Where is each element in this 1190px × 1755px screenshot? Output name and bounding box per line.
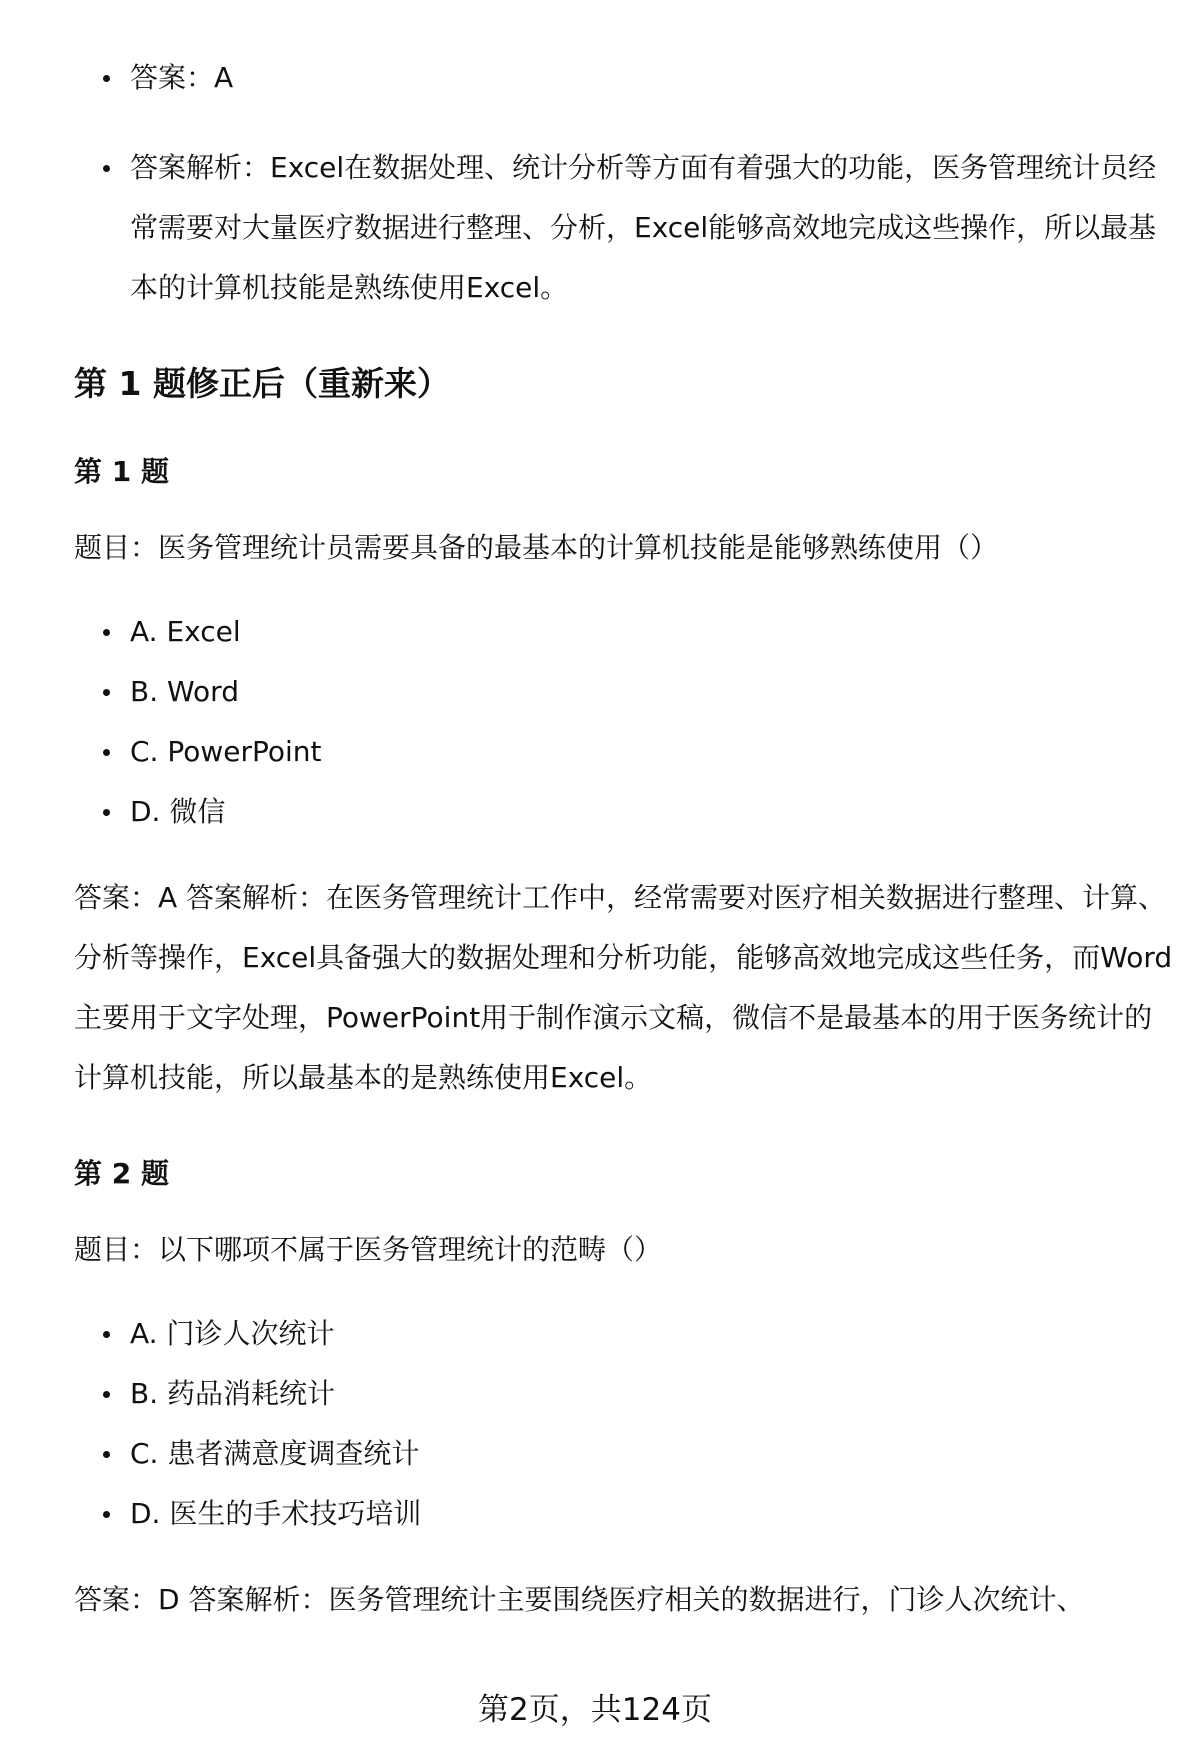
question-2-option-d: D. 医生的手术技巧培训 [74,1484,1174,1544]
question-1-option-c: C. PowerPoint [74,722,1174,782]
question-1-heading: 第 1 题 [74,455,169,488]
question-2-option-b: B. 药品消耗统计 [74,1364,1174,1424]
question-1-option-a: A. Excel [74,602,1174,662]
list-item-explanation: 答案解析：Excel在数据处理、统计分析等方面有着强大的功能，医务管理统计员经常需要对大量医疗数据进行整理、分析，Excel能够高效地完成这些操作，所以最基本的计算机技能是熟练使用Excel。 [74,138,1174,318]
question-2-option-a: A. 门诊人次统计 [74,1304,1174,1364]
question-1-stem: 题目：医务管理统计员需要具备的最基本的计算机技能是能够熟练使用（） [74,531,999,564]
question-1-answer: 答案：A 答案解析：在医务管理统计工作中，经常需要对医疗相关数据进行整理、计算、分析等操作，Excel具备强大的数据处理和分析功能，能够高效地完成这些任务，而Word主要用于文字处理，PowerPoint用于制作演示文稿，微信不是最基本的用于医务统计的计算机技能，所以最基本的是熟练使用Excel。 [74,881,1173,1094]
page-footer: 第2页，共124页 [478,1692,712,1728]
question-2-stem: 题目：以下哪项不属于医务管理统计的范畴（） [74,1233,663,1266]
question-2-answer: 答案：D 答案解析：医务管理统计主要围绕医疗相关的数据进行，门诊人次统计、 [74,1583,1085,1616]
section-title: 第 1 题修正后（重新来） [74,364,450,403]
question-2-heading: 第 2 题 [74,1157,169,1190]
question-1-option-b: B. Word [74,662,1174,722]
question-2-option-c: C. 患者满意度调查统计 [74,1424,1174,1484]
page-content [74,48,1174,1630]
question-1-option-d: D. 微信 [74,782,1174,842]
top-bullet-list [74,48,1174,318]
question-1-options [74,602,1174,842]
list-item-answer: 答案：A [74,48,1174,108]
question-2-options [74,1304,1174,1544]
